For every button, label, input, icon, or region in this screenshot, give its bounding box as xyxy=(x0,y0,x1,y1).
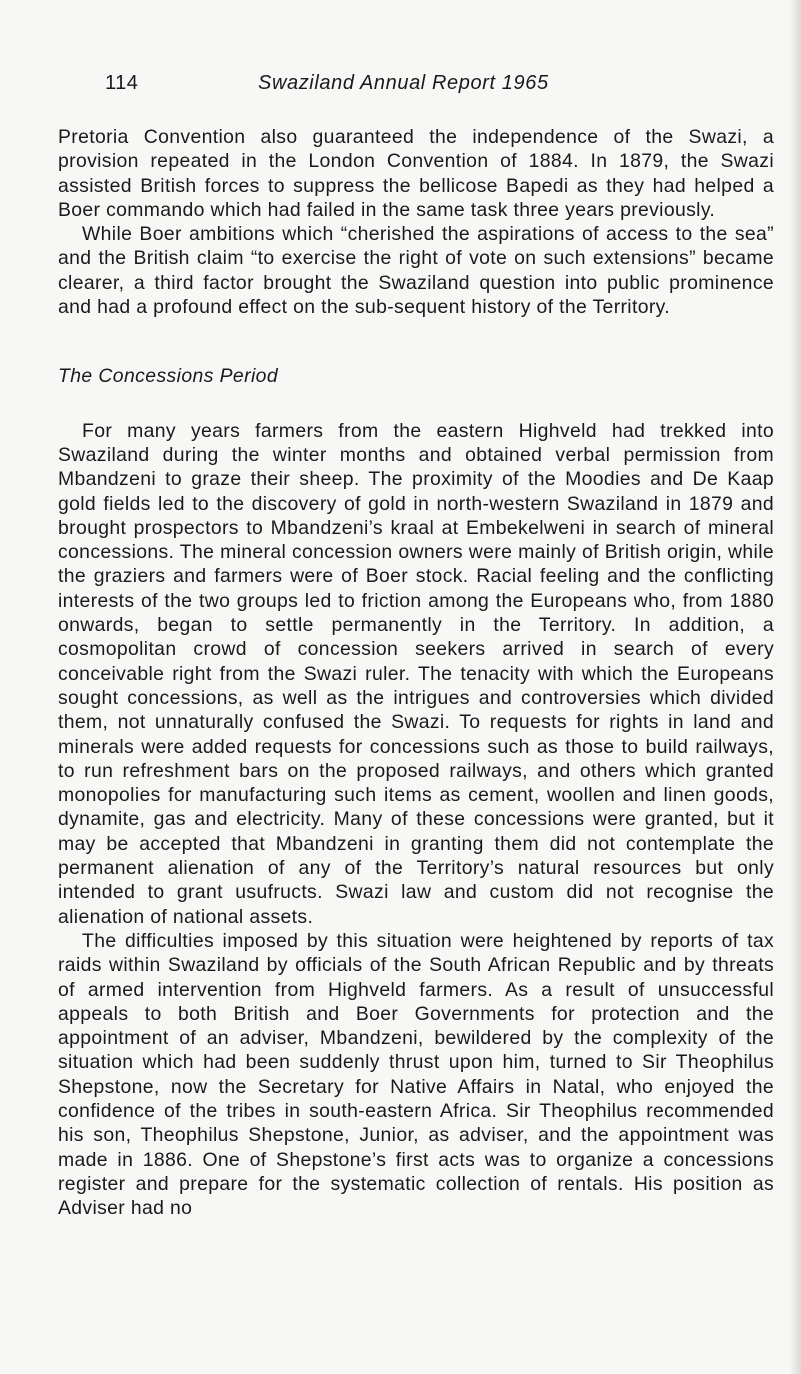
paragraph: For many years farmers from the eastern Highveld had trekked into Swaziland during the winter months and obtained verbal permission from Mbandzeni to graze their sheep. The proximity of the Moodies and De Kaap gold fields led to the discovery of gold in north-western Swaziland in 1879 and brought prospectors to Mbandzeni’s kraal at Embekelweni in search of mineral concessions. The mineral concession owners were mainly of British origin, while the graziers and farmers were of Boer stock. Racial feeling and the conflicting interests of the two groups led to friction among the Europeans who, from 1880 onwards, began to settle permanently in the Territory. In addition, a cosmopolitan crowd of concession seekers arrived in search of every conceivable right from the Swazi ruler. The tenacity with which the Europeans sought concessions, as well as the intrigues and controversies which divided them, not unnaturally confused the Swazi. To requests for rights in land and minerals were added requests for concessions such as those to build railways, to run refreshment bars on the proposed railways, and others which granted monopolies for manufacturing such items as cement, woollen and linen goods, dynamite, gas and electricity. Many of these concessions were granted, but it may be accepted that Mbandzeni in granting them did not contemplate the permanent alienation of any of the Territory’s natural resources but only intended to grant usufructs. Swazi law and custom did not recognise the alienation of national assets. xyxy=(58,419,774,928)
body-text xyxy=(58,125,774,1220)
running-title: Swaziland Annual Report 1965 xyxy=(258,72,549,94)
paragraph: Pretoria Convention also guaranteed the independence of the Swazi, a provision repeated in the London Convention of 1884. In 1879, the Swazi assisted British forces to suppress the bellicose Bapedi as they had helped a Boer commando which had failed in the same task three years previously. xyxy=(58,126,774,221)
running-header xyxy=(0,72,801,104)
paragraph: The difficulties imposed by this situation were heightened by reports of tax raids within Swaziland by officials of the South African Republic and by threats of armed intervention from Highveld farmers. As a result of unsuccessful appeals to both British and Boer Governments for protection and the appointment of an adviser, Mbandzeni, bewildered by the complexity of the situation which had been suddenly thrust upon him, turned to Sir Theophilus Shepstone, now the Secretary for Native Affairs in Natal, who enjoyed the confidence of the tribes in south-eastern Africa. Sir Theophilus recommended his son, Theophilus Shepstone, Junior, as adviser, and the appointment was made in 1886. One of Shepstone’s first acts was to organize a concessions register and prepare for the systematic collection of rentals. His position as Adviser had no xyxy=(58,929,774,1220)
page-edge-shadow xyxy=(789,0,801,1374)
page-number: 114 xyxy=(105,72,139,94)
paragraph: While Boer ambitions which “cherished the aspirations of access to the sea” and the British claim “to exercise the right of vote on such extensions” became clearer, a third factor brought the Swaziland question into public prominence and had a profound effect on the sub-sequent history of the Territory. xyxy=(58,223,774,319)
section-heading: The Concessions Period xyxy=(58,365,279,388)
